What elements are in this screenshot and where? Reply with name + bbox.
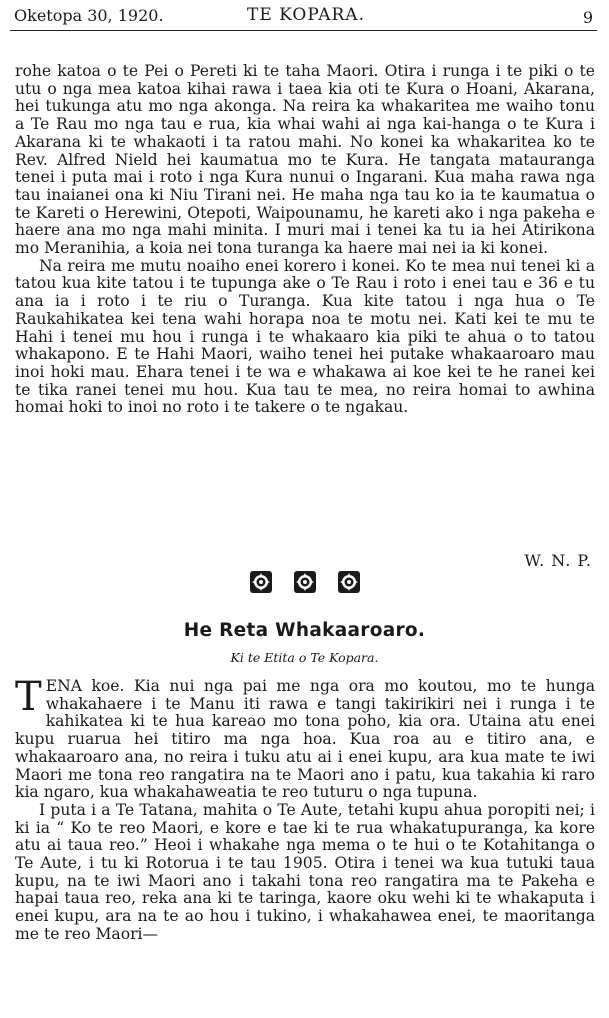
rose-ornament-icon [293, 570, 317, 594]
first-word-rest: ENA [45, 677, 82, 695]
article-1-paragraph-2: Na reira me mutu noaiho enei korero i konei. Ko te mea nui tenei ki a tatou kua kite tatou i te tupunga ake o Te Rau i roto i enei tau e 36 e tu ana ia i roto i te riu o Turanga. Kua kite tatou i nga hua o Te Raukahikatea kei tena wahi horapa noa te motu nei. Kati kei te mu te Hahi i tenei mu hou i runga i te whakaaro kia piki te ahua o to tatou whakapono. E te Hahi Maori, waiho tenei hei putake whakaaroaro mau inoi hoki mau. Ehara tenei i te wa e whakawa ai koe kei te he ranei kei te tika ranei tenei mu hou. Kua tau te mea, no reira homai to awhina homai hoki to inoi no roto i te takere o te ngakau. [15, 256, 595, 417]
article-2-title: He Reta Whakaaroaro. [183, 620, 426, 641]
page-number: 9 [582, 8, 593, 27]
header-rule [10, 30, 597, 31]
article-1-paragraph-1: rohe katoa o te Pei o Pereti ki te taha Maori. Otira i runga i te piki o te utu o nga mea katoa kihai rawa i taea kia oti te Kura o Hoani, Akarana, hei tukunga atu mo nga akonga. Na reira ka whakaritea me waiho tonu a Te Rau mo nga tau e rua, kia whai wahi ai nga kai-hanga o te Kura i Akarana ki te whakaoti i ta ratou mahi. No konei ka whakaritea ko te Rev. Alfred Nield hei kaumatua mo te Kura. He tangata matauranga tenei i puta mai i roto i nga Kura nunui o Ingarani. Kua maha rawa nga tau inaianei ona ki Niu Tirani nei. He maha nga tau ko ia te kaumatua o te Kareti o Herewini, Otepoti, Waipounamu, he kareti ako i nga pakeha e haere ana mo nga mahi minita. I muri mai i tenei ka tu ia hei Atirikona mo Meranihia, a koia nei tona turanga ka haere mai nei ia ki konei. [15, 62, 595, 258]
article-1-body [15, 63, 595, 417]
rose-ornament-icon [249, 570, 273, 594]
header-title: TE KOPARA. [247, 5, 365, 25]
drop-cap: T [15, 674, 42, 720]
first-paragraph-text: koe. Kia nui nga pai me nga ora mo koutou, mo te hunga whakahaere i te Manu iti rawa e tangi takirikiri nei i runga i te kahikatea ki te hua kareao mo tona poho, kia ora. Utaina atu enei kupu ruarua hei titiro ma nga hoa. Kua roa au e titiro ana, e whakaaroaro ana, no reira i tuku atu ai i enei kupu, ara kua mate te iwi Maori me tona reo rangatira na te Maori ano i patu, kua takahia ki raro kia ngaro, kua whakahaweatia te reo tuturu o nga tupuna. [15, 677, 595, 802]
page-header [14, 3, 593, 29]
article-2-paragraph-2: I puta i a Te Tatana, mahita o Te Aute, tetahi kupu ahua poropiti nei; i ki ia “ Ko te reo Maori, e kore e tae ki te rua whakatupuranga, ka kore atu ai taua reo.” Heoi i whakahe nga mema o te hui o te Kotahitanga o Te Aute, i tu ki Rotorua i te tau 1905. Otira i tenei wa kua tutuki taua kupu, na te iwi Maori ano i takahi tona reo rangatira ma te Pakeha e hapai taua reo, reka ana ki te taringa, kaore oku wehi ki te whakaputa i enei kupu, ara na te ao hou i tukino, i whakahawea enei, te maoritanga me te reo Maori— [15, 800, 595, 943]
ornament-row [0, 570, 609, 596]
rose-ornament-icon [337, 570, 361, 594]
article-2-subtitle: Ki te Etita o Te Kopara. [230, 650, 379, 665]
article-1-signature: W. N. P. [524, 551, 592, 570]
article-2-body [15, 674, 595, 944]
article-2-paragraph-1 [15, 674, 595, 802]
header-date: Oketopa 30, 1920. [14, 6, 164, 25]
